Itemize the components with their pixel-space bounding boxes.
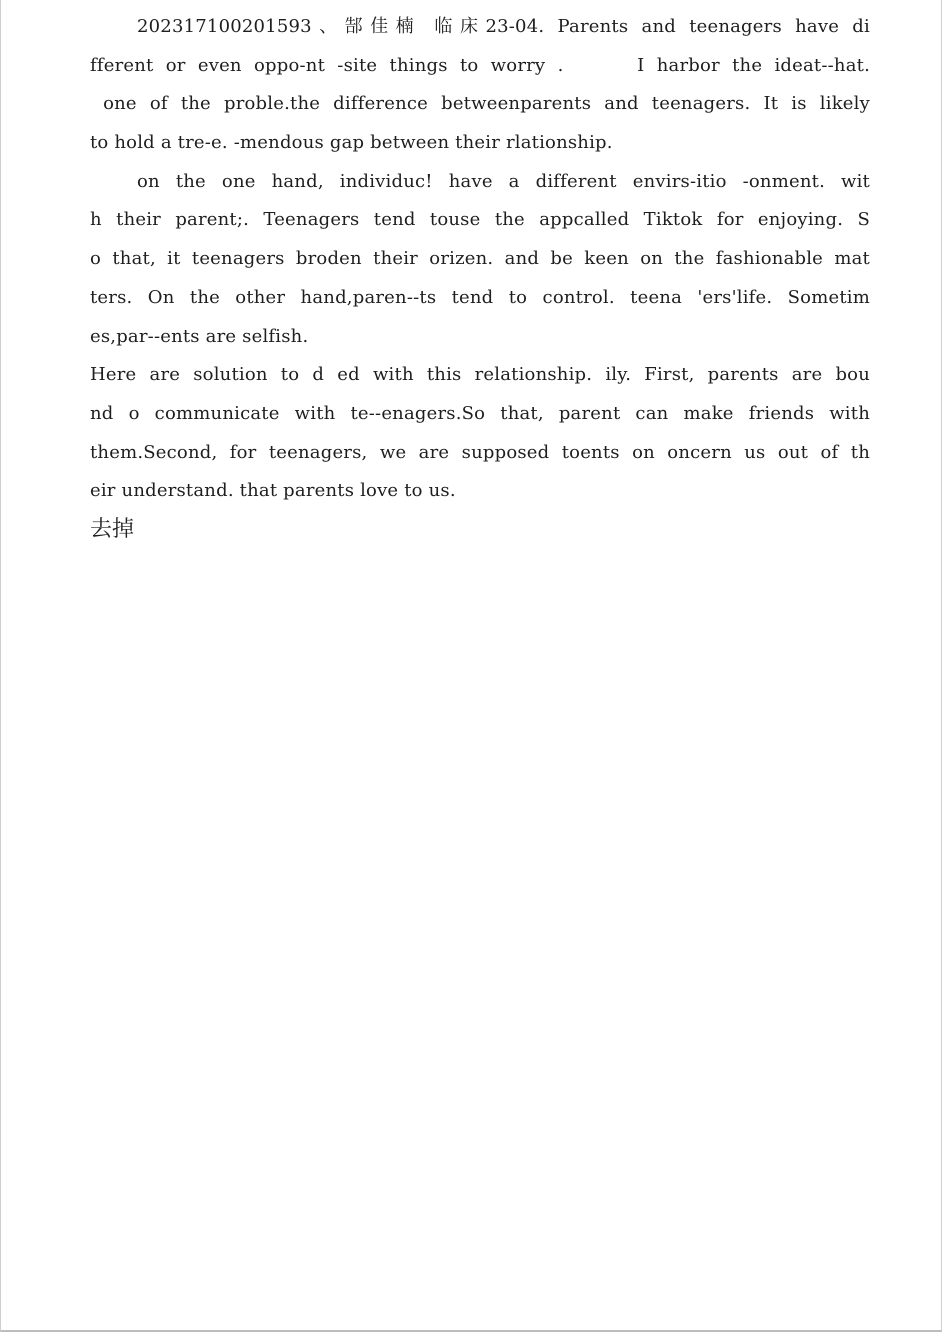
text-line: es,par--ents are selfish. <box>90 325 309 347</box>
text-line: to hold a tre-e. -mendous gap between their rlationship. <box>90 132 613 154</box>
handwritten-note: 去掉 <box>90 516 135 542</box>
text-line: one of the proble.the difference betweenparents and teenagers. It is likely <box>90 93 870 115</box>
text-line: eir understand. that parents love to us. <box>90 480 456 502</box>
text-line: on the one hand, individuc! have a different envirs-itio -onment. wit <box>137 170 870 192</box>
text-line: Here are solution to d ed with this relationship. ily. First, parents are bou <box>90 364 870 386</box>
text-line: o that, it teenagers broden their orizen. and be keen on the fashionable mat <box>90 248 870 270</box>
text-line: fferent or even oppo-nt -site things to worry . I harbor the ideat--hat. <box>90 54 870 76</box>
essay-body <box>90 8 870 550</box>
text-line: nd o communicate with te--enagers.So that, parent can make friends with <box>90 402 870 424</box>
text-line: them.Second, for teenagers, we are supposed toents on oncern us out of th <box>90 441 870 463</box>
text-line: 202317100201593、郜佳楠 临床23-04. Parents and teenagers have di <box>137 16 870 37</box>
text-line: ters. On the other hand,paren--ts tend to control. teena 'ers'life. Sometim <box>90 286 870 308</box>
text-line: h their parent;. Teenagers tend touse the appcalled Tiktok for enjoying. S <box>90 209 870 231</box>
